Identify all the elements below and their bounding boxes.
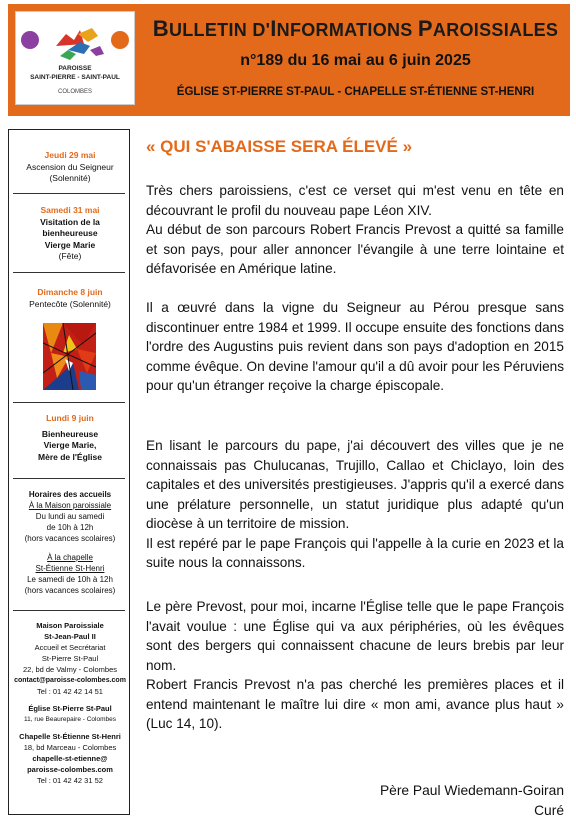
paragraph-1: Très chers paroissiens, c'est ce verset qui m'est venu en tête en découvrant le profil du nouveau pape Léon XIV. Au début de son parcours Robert Francis Prevost a quitté sa famille et son pays, pour aller annoncer l'évangile à une terre lointaine et défavorisée en Amérique latine. (146, 183, 564, 276)
bulletin-title: BULLETIN D'INFORMATIONS PAROISSIALES (152, 16, 559, 41)
bulletin-header (8, 4, 570, 116)
paragraph-3: En lisant le parcours du pape, j'ai découvert des villes que je ne connaissais pas Chulucanas, Trujillo, Callao et Chiclayo, loin des capitales et des universités prestigieuses. J'appris qu'il a exercé dans une prélature personnelle, un statut juridique plus adapté qu'un diocèse à un territoire de mission. Il est repéré par le pape François qui l'appelle à la curie en 2023 et la suite nous la connaissons. (146, 438, 564, 570)
logo-line-2: SAINT-PIERRE - SAINT-PAUL (30, 74, 120, 81)
issue-number: n°189 du 16 mai au 6 juin 2025 (240, 52, 471, 69)
logo-line-1: PAROISSE (58, 65, 92, 72)
sidebar-calendar (8, 129, 130, 815)
chapel-email-link[interactable]: chapelle-st-etienne@ (32, 754, 108, 763)
office-hours: Horaires des accueils À la Maison paroissiale Du lundi au samedi de 10h à 12h (hors vacances scolaires) À la chapelle St-Étienne St-Henri Le samedi de 10h à 12h (hors vacances scolaires) (24, 490, 116, 595)
signature: Père Paul Wiedemann-Goiran Curé (379, 783, 564, 818)
event-visitation: Samedi 31 mai Visitation de la bienheureuse Vierge Marie (Fête) (40, 205, 100, 261)
doves-logo-icon (16, 16, 134, 66)
article-headline: « QUI S'ABAISSE SERA ÉLEVÉ » (146, 137, 413, 156)
logo-city: COLOMBES (57, 89, 92, 95)
event-pentecost: Dimanche 8 juin Pentecôte (Solennité) (29, 287, 111, 309)
event-mary-mother-church: Lundi 9 juin Bienheureuse Vierge Marie, Mère de l'Église (38, 413, 102, 462)
event-ascension: Jeudi 29 mai Ascension du Seigneur (Solennité) (26, 150, 114, 183)
parish-logo (15, 11, 135, 105)
paragraph-4: Le père Prevost, pour moi, incarne l'Église telle que le pape François l'avait voulue : une Église qui va aux périphéries, où les évêques sont des bergers qui connaissent chacune de leurs brebis par leur nom. Robert Francis Prevost n'a pas cherché les premières places et il entend maintenant le maître lui dire « mon ami, avance plus haut » (Luc 14, 10). (146, 599, 564, 731)
contact-info: Maison Paroissiale St-Jean-Paul II Accueil et Secrétariat St-Pierre St-Paul 22, bd de Valmy - Colombes contact@paroisse-colombes.com Tel : 01 42 42 14 51 Église St-Pierre St-Paul 11, rue Beaurepaire - Colombes Chapelle St-Étienne St-Henri 18, bd Marceau - Colombes chapelle-st-etienne@ paroisse-colombes.com Tel : 01 42 42 31 52 (9, 620, 131, 786)
paragraph-2: Il a œuvré dans la vigne du Seigneur au Pérou presque sans discontinuer entre 1984 et 1999. Il occupe ensuite des fonctions dans l'ordre des Augustins puis revient dans son pays d'adoption en 2015 comme évêque. On devine l'amour qu'il a dû avoir pour les Péruviens pour qu'un étranger reçoive la charge épiscopale. (146, 300, 564, 393)
contact-email-link[interactable]: contact@paroisse-colombes.com (14, 677, 126, 684)
pentecost-stained-glass-image (43, 323, 96, 390)
church-names: ÉGLISE ST-PIERRE ST-PAUL - CHAPELLE ST-ÉTIENNE ST-HENRI (176, 86, 535, 98)
